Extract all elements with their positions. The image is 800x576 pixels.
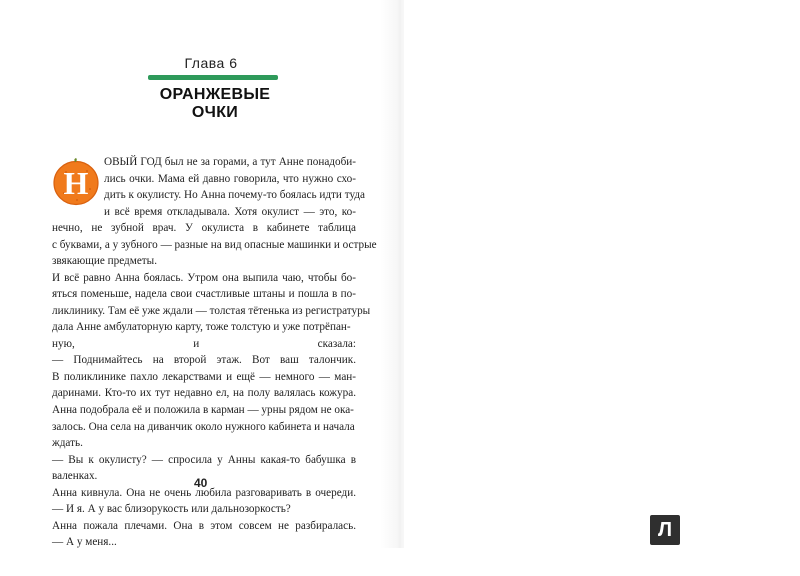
text-line: валенках. [52, 470, 98, 483]
text-line: В поликлинике пахло лекарствами и ещё — немного — ман- [52, 370, 356, 383]
text-line: лись очки. Мама ей давно говорила, что нужно схо- [104, 172, 356, 185]
left-page-opening-text [104, 154, 365, 220]
text-line: ждать. [52, 437, 83, 450]
publisher-logo-icon: Л [650, 515, 680, 545]
text-line: даринами. Кто-то их тут недавно ел, на полу валялась кожура. [52, 387, 356, 400]
text-line: ликлинику. Там её уже ждали — толстая тётенька из регистратуры [52, 304, 371, 317]
text-line: ную, и сказала: [52, 337, 356, 350]
text-line: яться поменьше, надела свои счастливые штаны и пошла в по- [52, 288, 356, 301]
dropcap-letter: Н [63, 165, 89, 201]
text-line: Анна пожала плечами. Она в этом совсем не разбиралась. [52, 519, 356, 532]
text-line: — Вы к окулисту? — спросила у Анны какая-то бабушка в [52, 453, 356, 466]
chapter-label: Глава 6 [184, 55, 238, 71]
text-line: — Поднимайтесь на второй этаж. Вот ваш талончик. [52, 354, 356, 367]
text-line: И всё равно Анна боялась. Утром она выпила чаю, чтобы бо- [52, 271, 356, 284]
text-line: Анна кивнула. Она не очень любила разговаривать в очереди. [52, 486, 356, 499]
text-line: — А у меня... [52, 536, 117, 549]
right-page [404, 0, 800, 548]
text-line: и всё время откладывала. Хотя окулист — это, ко- [104, 205, 356, 218]
text-line: дить к окулисту. Но Анна почему-то боялась идти туда [104, 189, 365, 202]
left-page-body-text [52, 220, 377, 551]
chapter-title: ОРАНЖЕВЫЕ ОЧКИ [159, 86, 271, 121]
text-line: дала Анне амбулаторную карту, тоже толстую и уже потрёпан- [52, 321, 351, 334]
page-number-left: 40 [194, 476, 208, 490]
text-line: Анна подобрала её и положила в карман — урны рядом не ока- [52, 404, 354, 417]
text-line: залось. Она села на диванчик около нужного кабинета и начала [52, 420, 355, 433]
text-line: звякающие предметы. [52, 255, 157, 268]
text-line: с буквами, а у зубного — разные на вид опасные машинки и острые [52, 238, 377, 251]
text-line: — И я. А у вас близорукость или дальнозоркость? [52, 503, 291, 516]
dropcap-orange-icon [52, 156, 100, 206]
text-line: нечно, не зубной врач. У окулиста в кабинете таблица [52, 222, 356, 234]
left-page [0, 0, 396, 548]
chapter-rule [148, 75, 278, 80]
text-line: ОВЫЙ ГОД был не за горами, а тут Анне понадоби- [104, 156, 356, 168]
